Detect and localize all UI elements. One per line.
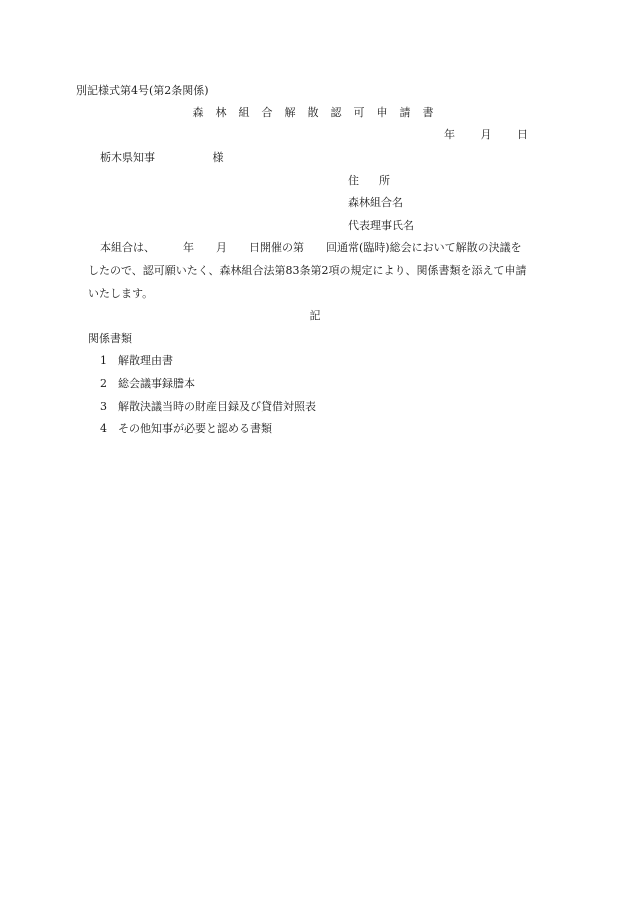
attachments-heading: 関係書類: [88, 332, 132, 345]
date-line: [444, 128, 528, 142]
title-char: 解: [284, 106, 300, 119]
body-line-3: いたします。: [88, 287, 154, 300]
title-char: 合: [261, 106, 277, 119]
title-char: 認: [330, 106, 346, 119]
title-char: 林: [215, 106, 231, 119]
attachment-item-text: その他知事が必要と認める書類: [118, 422, 272, 435]
attachment-item-text: 総会議事録謄本: [118, 377, 195, 390]
attachment-item-text: 解散理由書: [118, 354, 173, 367]
date-year-label: 年: [444, 128, 455, 141]
title-char: 森: [192, 106, 208, 119]
address-label-char-2: 所: [379, 174, 390, 187]
attachment-item: [100, 377, 195, 391]
attachment-item: [100, 422, 272, 436]
title-char: 申: [376, 106, 392, 119]
address-label-char-1: 住: [348, 174, 359, 187]
attachment-item-number: 2: [100, 377, 107, 390]
title-char: 散: [307, 106, 323, 119]
representative-label: 代表理事氏名: [348, 219, 414, 232]
document-title: [0, 106, 630, 120]
address-label: [348, 174, 390, 188]
date-month-label: 月: [480, 128, 492, 141]
title-char: 可: [353, 106, 369, 119]
body-prefix: 本組合は、: [100, 241, 155, 254]
body-day-held: 日開催の第: [249, 241, 304, 254]
title-char: 書: [422, 106, 438, 119]
record-mark: 記: [309, 309, 321, 322]
attachment-item: [100, 354, 173, 368]
body-line-2: したので、認可願いたく、森林組合法第83条第2項の規定により、関係書類を添えて申請: [88, 264, 527, 277]
addressee-honorific: 様: [212, 151, 224, 164]
union-name-label: 森林組合名: [348, 196, 403, 209]
attachment-item-text: 解散決議当時の財産目録及び貸借対照表: [118, 400, 316, 413]
body-line-1: [100, 241, 522, 255]
form-number: 別記様式第4号(第2条関係): [76, 84, 209, 97]
body-year: 年: [183, 241, 194, 254]
date-day-label: 日: [517, 128, 528, 141]
attachment-item-number: 3: [100, 400, 107, 413]
attachment-item-number: 4: [100, 422, 107, 435]
attachment-item-number: 1: [100, 354, 107, 367]
addressee-name: 栃木県知事: [100, 151, 155, 164]
title-char: 請: [399, 106, 415, 119]
body-suffix: 回通常(臨時)総会において解散の決議を: [326, 241, 522, 254]
title-char: 組: [238, 106, 254, 119]
attachment-item: [100, 400, 316, 414]
addressee: [100, 151, 224, 165]
body-month: 月: [216, 241, 227, 254]
